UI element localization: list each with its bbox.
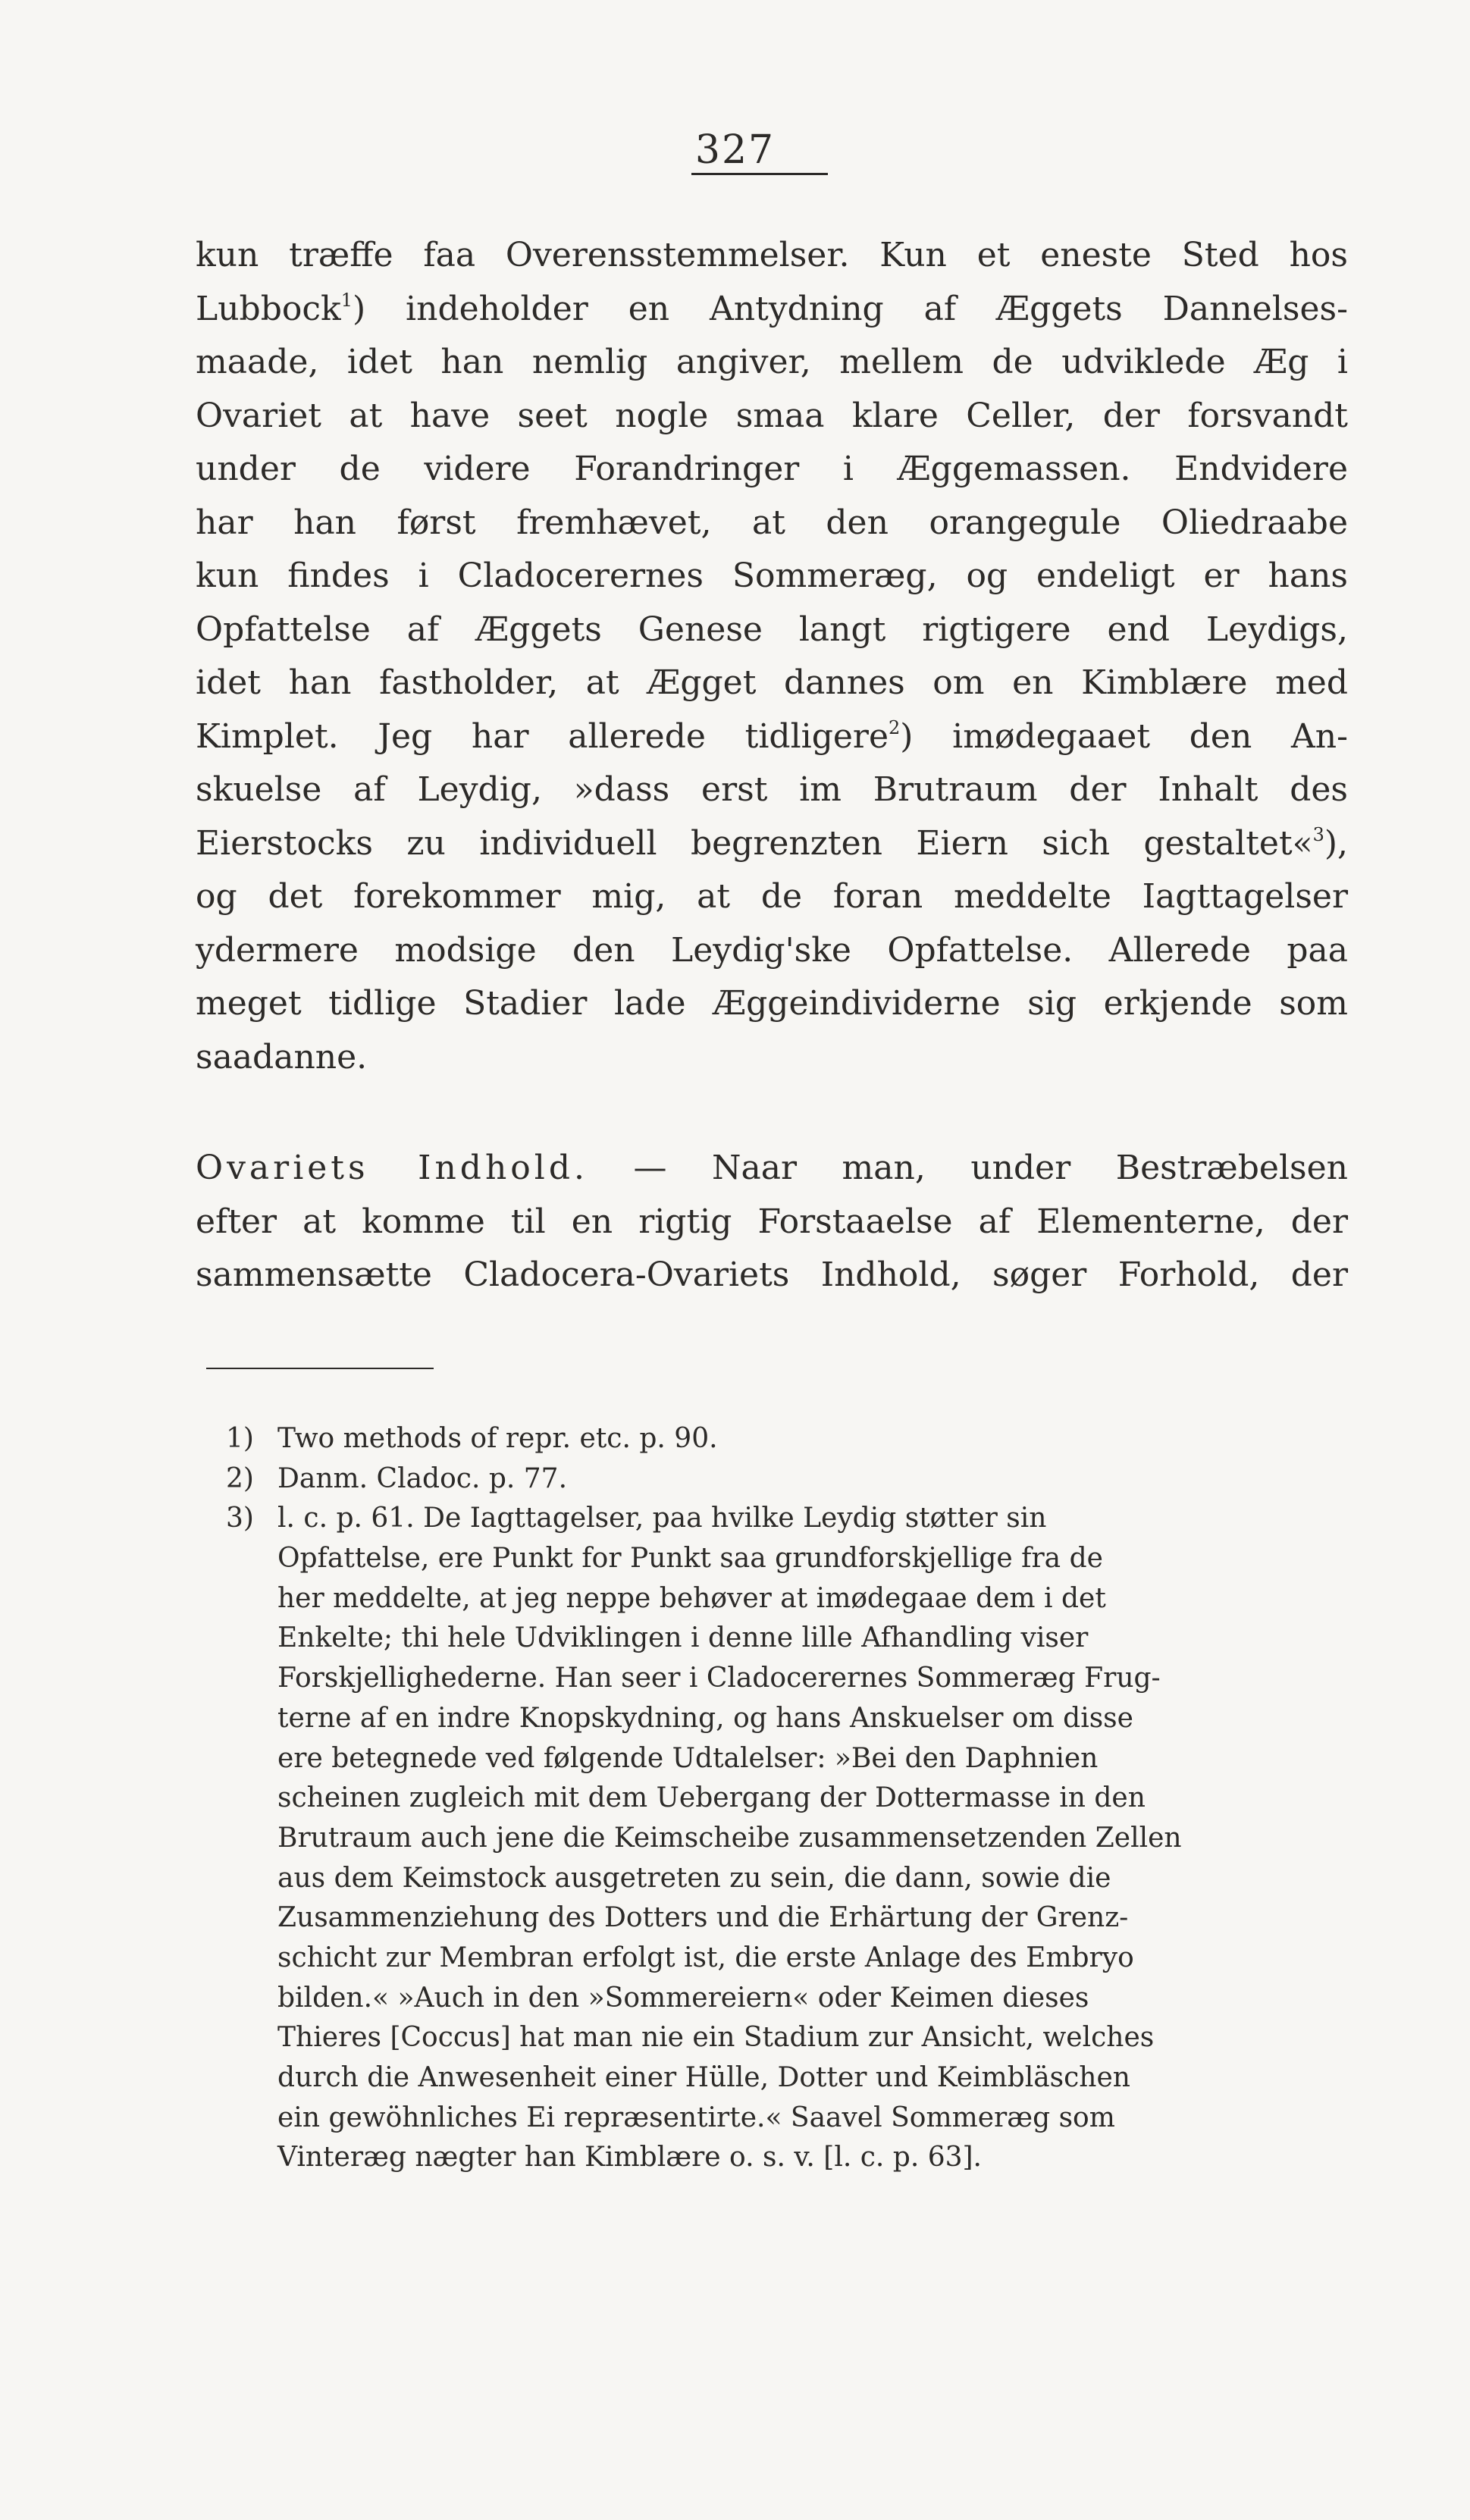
footnote-line: durch die Anwesenheit einer Hülle, Dotter und Keimbläschen <box>277 2062 1130 2093</box>
body-line: Lubbock$^1$) indeholder en Antydning af Æggets Dannelses- <box>196 289 1348 328</box>
footnote-label: 3) <box>226 1503 254 1534</box>
body-line: har han først fremhævet, at den orangegule Oliedraabe <box>196 503 1348 542</box>
paragraph-gap <box>196 1084 1348 1142</box>
footnote-ref: 1 <box>340 289 353 311</box>
footnote-ref: 2 <box>889 716 901 738</box>
body-line: ydermere modsige den Leydig'ske Opfattelse. Allerede paa <box>196 930 1348 970</box>
section-line: Ovariets Indhold. — Naar man, under Bestræbelsen <box>196 1149 1348 1187</box>
page-number: 327 <box>694 127 776 173</box>
page-number-rule <box>691 173 828 175</box>
body-line: skuelse af Leydig, »dass erst im Brutraum der Inhalt des <box>196 770 1348 809</box>
footnote-1: 1) Two methods of repr. etc. p. 90. <box>227 1419 1348 1459</box>
body-line: idet han fastholder, at Ægget dannes om en Kimblære med <box>196 663 1348 702</box>
body-line: sammensætte Cladocera-Ovariets Indhold, søger Forhold, der <box>196 1255 1348 1294</box>
footnote-rule <box>206 1368 434 1369</box>
footnote-line: Thieres [Coccus] hat man nie ein Stadium zur Ansicht, welches <box>277 2022 1155 2054</box>
footnotes <box>227 1419 1348 2178</box>
footnote-ref: 3 <box>1312 823 1324 845</box>
footnote-line: Vinteræg nægter han Kimblære o. s. v. [l. c. p. 63]. <box>277 2142 983 2174</box>
footnote-line: aus dem Keimstock ausgetreten zu sein, die dann, sowie die <box>277 1862 1111 1894</box>
footnote-label: 2) <box>226 1462 254 1494</box>
footnote-line: Opfattelse, ere Punkt for Punkt saa grundforskjellige fra de <box>277 1543 1103 1575</box>
section-heading: Ovariets Indhold. <box>196 1149 589 1187</box>
body-line: kun træffe faa Overensstemmelser. Kun et eneste Sted hos <box>196 236 1348 274</box>
body-line: Eierstocks zu individuell begrenzten Eiern sich gestaltet«$^3$), <box>196 823 1348 863</box>
footnote-line: schicht zur Membran erfolgt ist, die erste Anlage des Embryo <box>277 1942 1134 1973</box>
footnote-line: ein gewöhnliches Ei repræsentirte.« Saavel Sommeræg som <box>277 2102 1115 2133</box>
body-line: saadanne. <box>196 1037 368 1077</box>
body-line: efter at komme til en rigtig Forstaaelse af Elementerne, der <box>196 1202 1348 1241</box>
footnote-line: Zusammenziehung des Dotters und die Erhärtung der Grenz- <box>277 1902 1129 1934</box>
body-line: under de videre Forandringer i Æggemassen. Endvidere <box>196 450 1348 488</box>
footnote-2: 2) Danm. Cladoc. p. 77. <box>227 1459 1348 1500</box>
body-line: Ovariet at have seet nogle smaa klare Celler, der forsvandt <box>196 396 1348 435</box>
body-line: kun findes i Cladocerernes Sommeræg, og endeligt er hans <box>196 556 1348 595</box>
footnote-line: Brutraum auch jene die Keimscheibe zusammensetzenden Zellen <box>277 1822 1182 1854</box>
footnote-3: 3) l. c. p. 61. De Iagttagelser, paa hvilke Leydig støtter sin <box>227 1499 1348 1539</box>
footnote-line: her meddelte, at jeg neppe behøver at imødegaae dem i det <box>277 1582 1106 1614</box>
body-line: og det forekommer mig, at de foran meddelte Iagttagelser <box>196 877 1348 916</box>
footnote-label: 1) <box>226 1423 254 1454</box>
body-line: Kimplet. Jeg har allerede tidligere$^2$) imødegaaet den An- <box>196 716 1348 756</box>
body-line: Opfattelse af Æggets Genese langt rigtigere end Leydigs, <box>196 610 1348 649</box>
footnote-line: bilden.« »Auch in den »Sommereiern« oder Keimen dieses <box>277 1982 1089 2014</box>
footnote-line: ere betegnede ved følgende Udtalelser: »Bei den Daphnien <box>277 1742 1099 1774</box>
body-line: maade, idet han nemlig angiver, mellem de udviklede Æg i <box>196 343 1348 381</box>
body-line: meget tidlige Stadier lade Æggeindividerne sig erkjende som <box>196 984 1348 1023</box>
footnote-line: Enkelte; thi hele Udviklingen i denne lille Afhandling viser <box>277 1622 1089 1654</box>
footnote-line: terne af en indre Knopskydning, og hans Anskuelser om disse <box>277 1702 1133 1734</box>
footnote-line: scheinen zugleich mit dem Uebergang der Dottermasse in den <box>277 1782 1146 1814</box>
footnote-line: Forskjellighederne. Han seer i Cladocerernes Sommeræg Frug- <box>277 1663 1161 1694</box>
body-text <box>196 229 1348 1302</box>
